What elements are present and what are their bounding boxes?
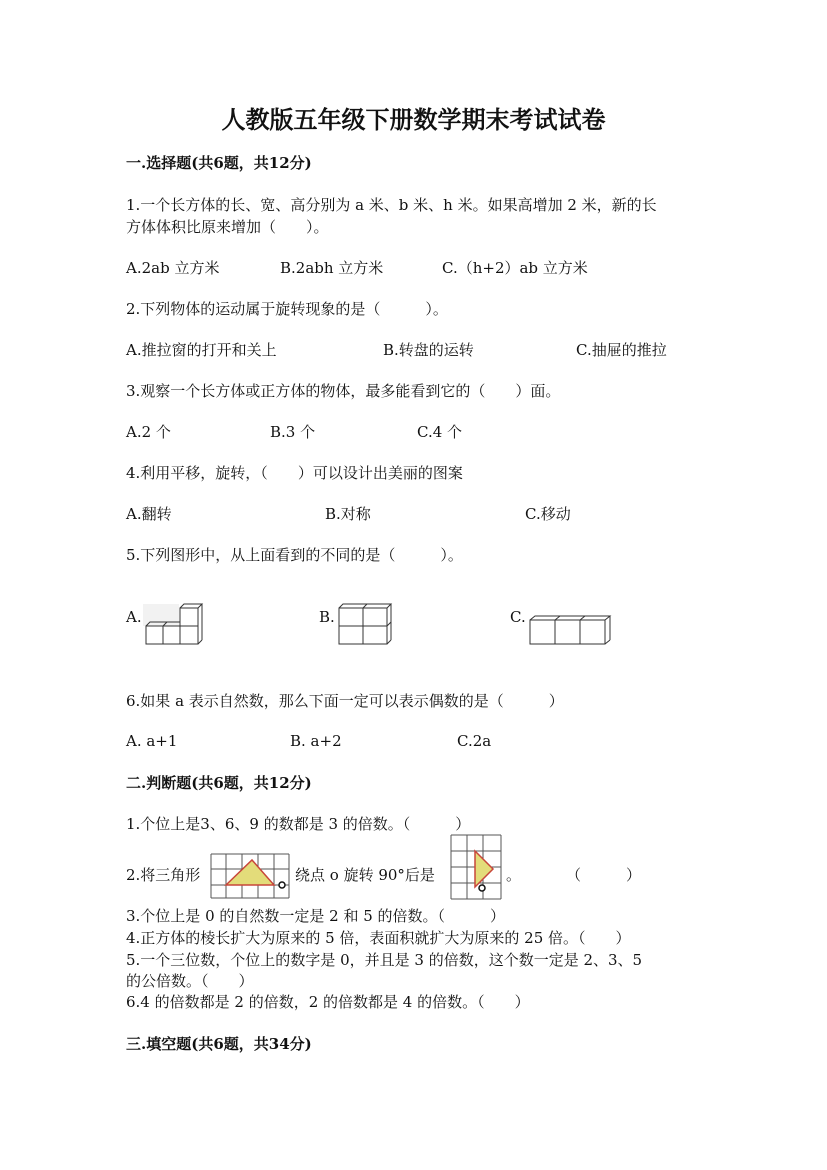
q3-option-a: A.2 个 xyxy=(126,423,171,441)
q3-option-b: B.3 个 xyxy=(270,423,316,441)
question-3: 3.观察一个长方体或正方体的物体，最多能看到它的（ ）面。 xyxy=(126,382,561,400)
judge-item-6: 6.4 的倍数都是 2 的倍数，2 的倍数都是 4 的倍数。（ ） xyxy=(126,993,530,1011)
section-heading-fill: 三.填空题(共6题，共34分) xyxy=(126,1035,312,1053)
judge-item-1: 1.个位上是3、6、9 的数都是 3 的倍数。（ ） xyxy=(126,815,471,833)
q2-option-a: A.推拉窗的打开和关上 xyxy=(126,341,277,359)
q1-option-a: A.2ab 立方米 xyxy=(126,259,220,277)
q5-option-b-label: B. xyxy=(319,608,335,626)
triangle-grid-figure xyxy=(209,852,291,900)
section-heading-judge: 二.判断题(共6题，共12分) xyxy=(126,774,312,792)
q6-option-b: B. a+2 xyxy=(290,732,342,750)
q4-option-c: C.移动 xyxy=(525,505,571,523)
question-2: 2.下列物体的运动属于旋转现象的是（ ）。 xyxy=(126,300,448,318)
question-6: 6.如果 a 表示自然数，那么下面一定可以表示偶数的是（ ） xyxy=(126,692,564,710)
q6-option-c: C.2a xyxy=(457,732,492,750)
q2-option-b: B.转盘的运转 xyxy=(383,341,474,359)
q1-option-c: C.（h+2）ab 立方米 xyxy=(442,259,588,277)
cube-figure-a xyxy=(142,600,204,648)
section-heading-choice: 一.选择题(共6题，共12分) xyxy=(126,154,312,172)
q5-option-a-label: A. xyxy=(126,608,142,626)
cube-figure-c xyxy=(527,612,613,648)
judge-item-2-part-1: 2.将三角形 xyxy=(126,866,201,884)
judge-item-2-part-3: 。 （ ） xyxy=(506,866,642,884)
cube-figure-b xyxy=(336,600,394,648)
judge-item-3: 3.个位上是 0 的自然数一定是 2 和 5 的倍数。（ ） xyxy=(126,907,506,925)
question-1-line-1: 1.一个长方体的长、宽、高分别为 a 米、b 米、h 米。如果高增加 2 米，新的长 xyxy=(126,196,657,214)
question-5: 5.下列图形中，从上面看到的不同的是（ ）。 xyxy=(126,546,463,564)
rotated-triangle-grid-figure xyxy=(449,833,503,901)
judge-item-5-line-2: 的公倍数。（ ） xyxy=(126,972,254,990)
question-4: 4.利用平移，旋转，（ ）可以设计出美丽的图案 xyxy=(126,464,463,482)
page-title: 人教版五年级下册数学期末考试试卷 xyxy=(221,105,606,134)
q4-option-a: A.翻转 xyxy=(126,505,172,523)
q6-option-a: A. a+1 xyxy=(126,732,178,750)
q1-option-b: B.2abh 立方米 xyxy=(280,259,384,277)
q2-option-c: C.抽屉的推拉 xyxy=(576,341,667,359)
q3-option-c: C.4 个 xyxy=(417,423,463,441)
question-1-line-2: 方体体积比原来增加（ ）。 xyxy=(126,218,329,236)
q4-option-b: B.对称 xyxy=(325,505,371,523)
judge-item-2-part-2: 绕点 o 旋转 90°后是 xyxy=(295,866,435,884)
judge-item-4: 4.正方体的棱长扩大为原来的 5 倍，表面积就扩大为原来的 25 倍。（ ） xyxy=(126,929,631,947)
judge-item-5-line-1: 5.一个三位数，个位上的数字是 0，并且是 3 的倍数，这个数一定是 2、3、5 xyxy=(126,951,643,969)
q5-option-c-label: C. xyxy=(510,608,526,626)
